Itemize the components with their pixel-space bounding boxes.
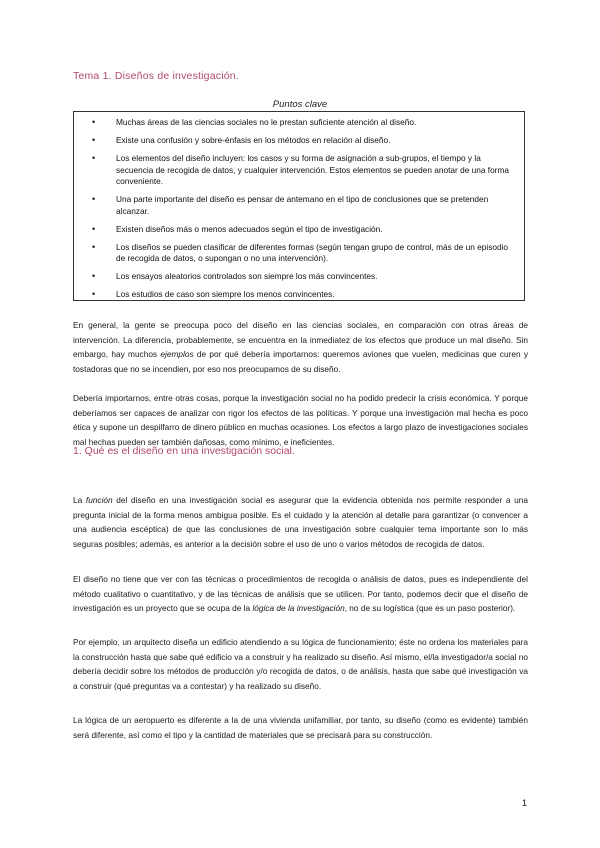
intro-paragraph-1	[73, 318, 528, 376]
s1-p2-emphasis: lógica de la investigación	[252, 603, 345, 614]
section-1-paragraph-1	[73, 493, 528, 551]
key-points-title: Puntos clave	[272, 99, 328, 110]
s1-p2-text-b: , no de su logística (que es un paso posterior).	[344, 603, 516, 614]
key-points-box	[73, 111, 525, 301]
key-points-list	[86, 117, 516, 301]
intro-p1-text-a: En general, la gente se preocupa poco del diseño en las ciencias sociales, en comparación con otras áreas de intervención. La diferencia, probablemente, se encuentra en la inmediatez de los efectos que produce un mal diseño. Sin embargo, hay muchos	[73, 320, 528, 360]
s1-p1-text-a: La	[73, 495, 86, 505]
key-point-item: • Los ensayos aleatorios controlados son siempre los más convincentes.	[86, 271, 516, 283]
intro-paragraph-2: Debería importarnos, entre otras cosas, porque la investigación social no ha podido predecir la crisis económica. Y porque deberíamos ser capaces de analizar con rigor los efectos de las políticas. Y porque una investigación mal hecha es poco ética y supone un despilfarro de dinero público en muchas ocasiones. Los efectos a largo plazo de investigaciones sociales mal hechas pueden ser también dañosas, como mínimo, e ineficientes.	[73, 393, 528, 447]
section-1-heading: 1. Qué es el diseño en una investigación social.	[73, 445, 295, 457]
key-point-item: • Muchas áreas de las ciencias sociales no le prestan suficiente atención al diseño.	[86, 117, 516, 129]
key-point-item: • Los diseños se pueden clasificar de diferentes formas (según tengan grupo de control, más de un episodio de recogida de datos, o supongan o no una intervención).	[86, 242, 516, 265]
section-1-paragraph-4: La lógica de un aeropuerto es diferente a la de una vivienda unifamiliar, por tanto, su diseño (como es evidente) también será diferente, así como el tipo y la cantidad de materiales que se precisará para su construcción.	[73, 715, 528, 740]
document-title: Tema 1. Diseños de investigación.	[73, 70, 239, 82]
key-point-item: • Una parte importante del diseño es pensar de antemano en el tipo de conclusiones que se pretenden alcanzar.	[86, 194, 516, 217]
section-1-paragraph-3: Por ejemplo, un arquitecto diseña un edificio atendiendo a su lógica de funcionamiento; éste no ordena los materiales para la construcción hasta que sabe qué edificio va a construir y ha realizado su diseño. Así mismo, el/la investigador/a social no debería decidir sobre los métodos de producción y/o recogida de datos, o de análisis, hasta que sabe qué investigación va a construir (qué preguntas va a contestar) y ha realizado su diseño.	[73, 637, 528, 691]
intro-p1-text-b: de por qué debería importarnos: queremos aviones que vuelen, medicinas que curen y tostadoras que no se incendien, por eso nos preocupamos de su diseño.	[73, 349, 529, 374]
key-point-item: • Los estudios de caso son siempre los menos convincentes.	[86, 289, 516, 301]
s1-p1-emphasis: función	[85, 495, 113, 505]
intro-p1-emphasis: ejemplos	[160, 349, 194, 360]
s1-p2-text-a: El diseño no tiene que ver con las técnicas o procedimientos de recogida o análisis de datos, pues es independiente del método cualitativo o cuantitativo, y de las técnicas de análisis que se utilicen. Por tanto, podemos decir que el diseño de investigación es un proyecto que se ocupa de la	[73, 574, 528, 614]
key-point-item: • Existen diseños más o menos adecuados según el tipo de investigación.	[86, 224, 516, 236]
page-number: 1	[521, 798, 527, 808]
s1-p1-text-b: del diseño en una investigación social es asegurar que la evidencia obtenida nos permite responder a una pregunta inicial de la forma menos ambigua posible. Es el cuidado y la atención al detalle para garantizar (o convencer a una audiencia escéptica) de que las conclusiones de una investigación sobre cualquier tema importante son lo más seguras posibles; además, es anterior a la decisión sobre el uso de uno o varios métodos de recogida de datos.	[73, 495, 528, 549]
section-1-paragraph-2	[73, 572, 528, 616]
key-point-item: • Los elementos del diseño incluyen: los casos y su forma de asignación a sub-grupos, el tiempo y la secuencia de recogida de datos, y cualquier intervención. Estos elementos se pueden anotar de una forma conveniente.	[86, 153, 516, 188]
key-point-item: • Existe una confusión y sobre-énfasis en los métodos en relación al diseño.	[86, 135, 516, 147]
